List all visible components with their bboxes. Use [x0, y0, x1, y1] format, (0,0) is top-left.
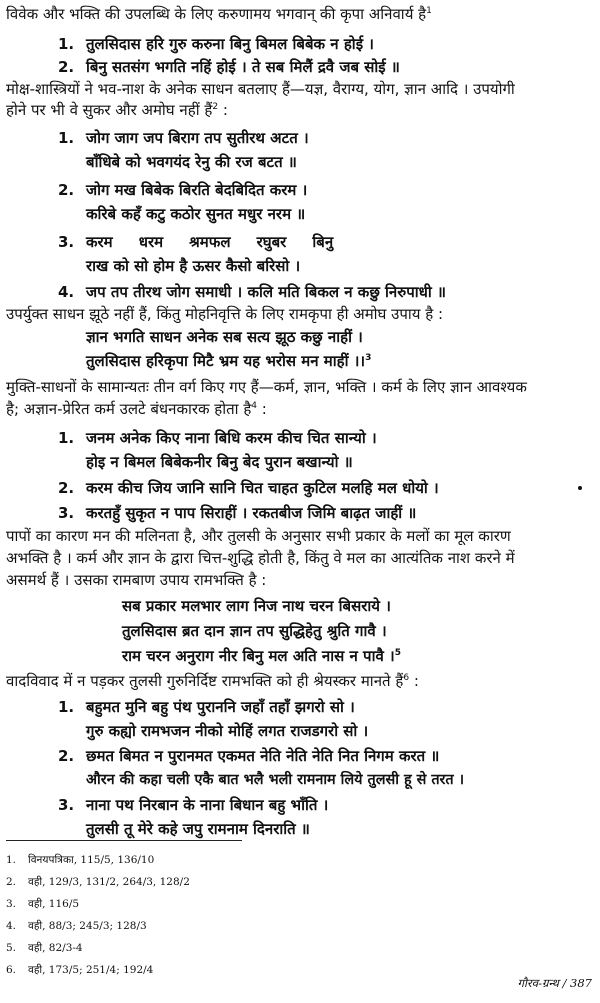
paragraph-line: उपर्युक्त साधन झूठे नहीं हैं, किंतु मोहनिवृत्ति के लिए रामकृपा ही अमोघ उपाय है :: [6, 305, 444, 323]
paragraph-line: [6, 100, 600, 120]
footnote-text: वही, 116/5: [28, 898, 80, 910]
verse-number: 1.: [58, 129, 75, 147]
paragraph-line: असमर्थ हैं । उसका रामबाण उपाय रामभक्ति है :: [6, 571, 267, 589]
footnote: [6, 897, 79, 911]
footnote-text: वही, 129/3, 131/2, 264/3, 128/2: [28, 876, 190, 888]
paragraph-line: [6, 399, 600, 419]
verse-line: तुलसी तू मेरे कहे जपु रामनाम दिनराति ॥: [86, 820, 310, 838]
quote-line: सब प्रकार मलभार लाग निज नाथ चरन बिसराये ।: [122, 597, 391, 615]
verse-line: राख को सो होम है ऊसर कैसो बरिसो ।: [86, 257, 301, 275]
verse-line: नाना पथ निरबान के नाना बिधान बहु भाँति ।: [86, 796, 329, 814]
footnote: [6, 853, 154, 867]
footnote-ref: 6: [403, 673, 410, 683]
verse-line: औरन की कहा चली एकै बात भलै भली रामनाम लिये तुलसी हू से तरत ।: [86, 772, 465, 788]
quote-line: तुलसिदास ब्रत दान ज्ञान तप सुद्धिहेतु श्रुति गावै ।: [122, 622, 387, 640]
verse-line: करिबे कहँ कटु कठोर सुनत मधुर नरम ॥: [86, 205, 306, 223]
footnote-text: वही, 173/5; 251/4; 192/4: [28, 964, 154, 976]
verse-number: 2.: [58, 58, 75, 76]
page-footer: गौरव-ग्रन्थ / 387: [517, 976, 592, 990]
paragraph-text: है; अज्ञान-प्रेरित कर्म उलटे बंधनकारक होता है: [6, 400, 252, 418]
verse-line: जोग मख बिबेक बिरति बेदबिदित करम ।: [86, 181, 308, 199]
paragraph-tail: :: [257, 400, 267, 418]
paragraph-text: वादविवाद में न पड़कर तुलसी गुरुनिर्दिष्ट रामभक्ति को ही श्रेयस्कर मानते हैं: [6, 672, 404, 690]
verse-number: 2.: [58, 181, 75, 199]
verse-line: बिनु सतसंग भगति नहिं होई । ते सब मिलैं द्रवै जब सोई ॥: [86, 58, 400, 76]
verse-line: जोग जाग जप बिराग तप सुतीरथ अटत ।: [86, 129, 309, 147]
verse-number: 3.: [58, 233, 75, 251]
footnote: [6, 875, 190, 889]
quote-line: ज्ञान भगति साधन अनेक सब सत्य झूठ कछु नाहीं ।: [86, 328, 363, 346]
paragraph-line: मोक्ष-शास्त्रियों ने भव-नाश के अनेक साधन बतलाए हैं—यज्ञ, वैराग्य, योग, ज्ञान आदि । उपयोगी: [6, 80, 515, 98]
footnote: [6, 963, 153, 977]
paragraph-line: मुक्ति-साधनों के सामान्यतः तीन वर्ग किए गए हैं—कर्म, ज्ञान, भक्ति । कर्म के लिए ज्ञान आवश्यक: [6, 378, 527, 396]
footnote-ref: 3: [365, 353, 372, 363]
footnote-number: 4.: [6, 920, 17, 932]
paragraph-text: विवेक और भक्ति की उपलब्धि के लिए करुणामय भगवान् की कृपा अनिवार्य है: [6, 5, 427, 23]
verse-number: 1.: [58, 35, 75, 53]
verse-line: तुलसिदास हरि गुरु करुना बिनु बिमल बिबेक न होई ।: [86, 35, 374, 53]
footnote-ref: 4: [251, 401, 258, 411]
quote-line: [122, 646, 401, 666]
paragraph-line: पापों का कारण मन की मलिनता है, और तुलसी के अनुसार सभी प्रकार के मलों का मूल कारण: [6, 527, 511, 545]
verse-line: करम धरम श्रमफल रघुबर बिनु: [86, 233, 334, 251]
footnote-number: 6.: [6, 964, 17, 976]
verse-number: 4.: [58, 283, 75, 301]
verse-number: 1.: [58, 698, 75, 716]
paragraph-tail: :: [409, 672, 419, 690]
verse-line: होइ न बिमल बिबेकनीर बिनु बेद पुरान बखान्यो ॥: [86, 453, 353, 471]
verse-line: गुरु कह्यो रामभजन नीको मोहिं लगत राजडगरो सो ।: [86, 722, 369, 740]
paragraph-text: होने पर भी वे सुकर और अमोघ नहीं हैं: [6, 101, 213, 119]
verse-number: 3.: [58, 796, 75, 814]
ink-dot: [578, 486, 582, 490]
paragraph-line: अभक्ति है । कर्म और ज्ञान के द्वारा चित्त-शुद्धि होती है, किंतु वे मल का आत्यंतिक नाश करने में: [6, 549, 515, 567]
verse-number: 1.: [58, 429, 75, 447]
footnote-text: विनयपत्रिका, 115/5, 136/10: [28, 854, 155, 866]
footnote: [6, 941, 83, 955]
verse-number: 3.: [58, 504, 75, 522]
verse-line: करतहुँ सुकृत न पाप सिराहीं । रकतबीज जिमि बाढ़त जाहीं ॥: [86, 504, 417, 522]
paragraph-line: [6, 671, 600, 691]
footnote: [6, 919, 147, 933]
paragraph-intro: [6, 4, 600, 24]
footnote-ref: 2: [212, 102, 219, 112]
quote-text: राम चरन अनुराग नीर बिनु मल अति नास न पावै ।: [122, 647, 395, 665]
verse-line: जनम अनेक किए नाना बिधि करम कीच चित सान्यो ।: [86, 429, 377, 447]
footnote-divider: [6, 840, 242, 841]
quote-text: तुलसिदास हरिकृपा मिटै भ्रम यह भरोस मन माहीं ।।: [86, 352, 366, 370]
footnote-text: वही, 82/3-4: [28, 942, 83, 954]
footnote-number: 2.: [6, 876, 17, 888]
quote-line: [86, 351, 371, 371]
verse-number: 2.: [58, 747, 75, 765]
verse-line: जप तप तीरथ जोग समाधी । कलि मति बिकल न कछु निरुपाधी ॥: [86, 283, 446, 301]
footnote-number: 1.: [6, 854, 17, 866]
footnote-number: 5.: [6, 942, 17, 954]
paragraph-tail: :: [218, 101, 228, 119]
footnote-number: 3.: [6, 898, 17, 910]
verse-line: करम कीच जिय जानि सानि चित चाहत कुटिल मलहि मल धोयो ।: [86, 479, 439, 497]
verse-line: बाँधिबे को भवगयंद रेनु की रज बटत ॥: [86, 153, 297, 171]
verse-line: बहुमत मुनि बहु पंथ पुराननि जहाँ तहाँ झगरो सो ।: [86, 698, 355, 716]
verse-line: छमत बिमत न पुरानमत एकमत नेति नेति नेति नित निगम करत ॥: [86, 747, 440, 765]
footnote-ref: 5: [394, 648, 401, 658]
verse-number: 2.: [58, 479, 75, 497]
footnote-text: वही, 88/3; 245/3; 128/3: [28, 920, 147, 932]
footnote-ref: 1: [426, 6, 432, 16]
